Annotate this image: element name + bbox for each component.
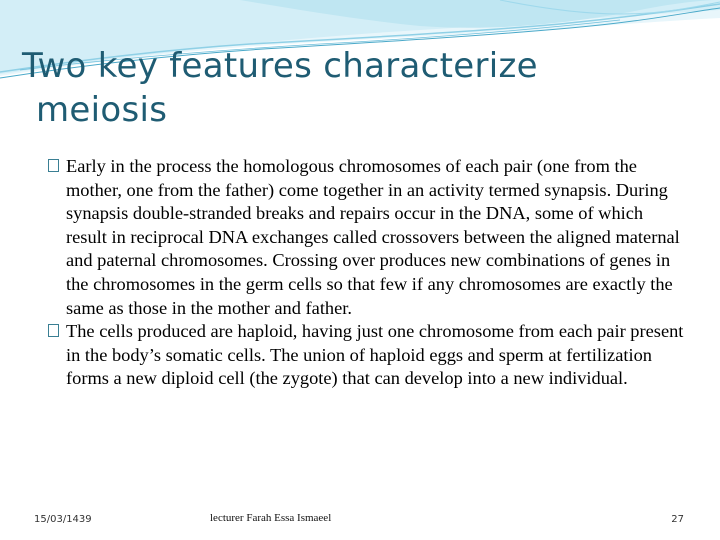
slide-title	[22, 44, 622, 132]
footer-author: lecturer Farah Essa Ismaeel	[210, 512, 332, 524]
bullet-text: The cells produced are haploid, having just one chromosome from each pair present in the body’s somatic cells. The union of haploid eggs and sperm at fertilization forms a new diploid cell (the zygote) that can develop into a new individual.	[66, 321, 684, 389]
title-line-2: meiosis	[36, 90, 168, 130]
bullet-text: Early in the process the homologous chromosomes of each pair (one from the mother, one from the father) come together in an activity termed synapsis. During synapsis double-stranded breaks and repairs occur in the DNA, some of which result in reciprocal DNA exchanges called crossovers between the aligned maternal and paternal chromosomes. Crossing over produces new combinations of genes in the chromosomes in the germ cells so that few if any chromosomes are exactly the same as those in the mother and father.	[66, 156, 680, 318]
footer-date: 15/03/1439	[34, 514, 92, 525]
bullet-list	[48, 155, 684, 391]
bullet-item	[48, 155, 684, 320]
square-bullet-icon	[48, 324, 59, 337]
title-line-1: Two key features characterize	[22, 46, 538, 86]
square-bullet-icon	[48, 159, 59, 172]
footer-page-number: 27	[671, 514, 684, 525]
bullet-item	[48, 320, 684, 391]
